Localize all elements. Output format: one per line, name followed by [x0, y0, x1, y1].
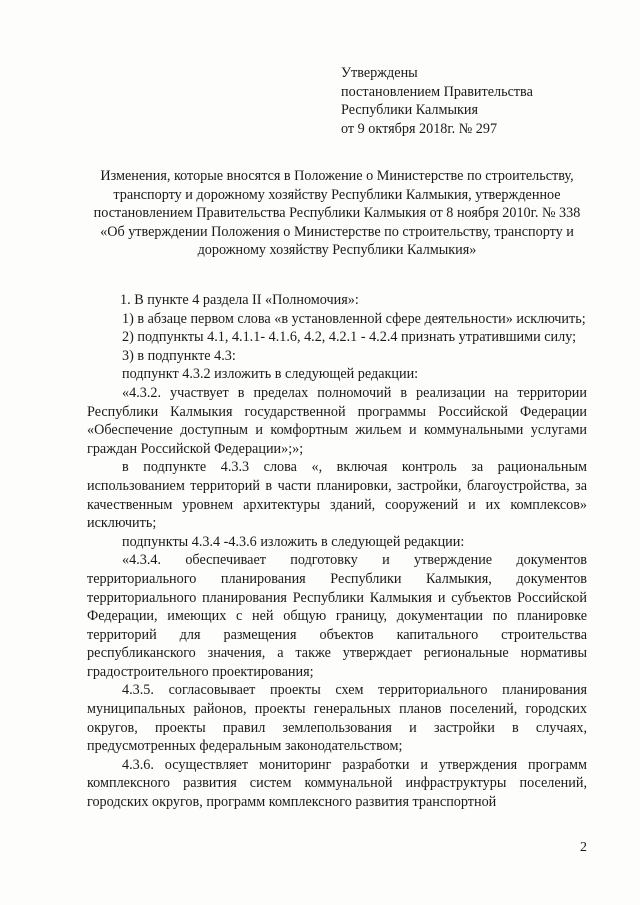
paragraph: «4.3.4. обеспечивает подготовку и утверждение документов территориального планирования Республики Калмыкия, документов территориального планирования Республики Калмыкия и субъектов Российской Федерации, имеющих с ней общую границу, документации по планировке территорий для размещения объектов капитального строительства республиканского значения, а также утверждает региональные нормативы градостроительного проектирования;: [87, 552, 587, 680]
paragraph: 2) подпункты 4.1, 4.1.1- 4.1.6, 4.2, 4.2.1 - 4.2.4 признать утратившими силу;: [122, 329, 577, 346]
paragraph: в подпункте 4.3.3 слова «, включая контроль за рациональным использованием территорий в части планировки, застройки, благоустройства, за качественным уровнем архитектуры зданий, сооружений и их комплексов» исключить;: [87, 459, 587, 532]
document-title: Изменения, которые вносятся в Положение о Министерстве по строительству, транспорту и дорожному хозяйству Республики Калмыкия, утвержденное постановлением Правительства Республики Калмыкия от 8 ноября 2010г. № 338 «Об утверждении Положения о Министерстве по строительству, транспорту и дорожному хозяйству Республики Калмыкия»: [93, 168, 581, 259]
approval-line: Республики Калмыкия: [341, 102, 479, 119]
approval-line: от 9 октября 2018г. № 297: [341, 120, 498, 137]
paragraph: 1) в абзаце первом слова «в установленной сфере деятельности» исключить;: [122, 310, 586, 327]
approval-stamp: [341, 64, 611, 138]
paragraph: подпункты 4.3.4 -4.3.6 изложить в следующей редакции:: [122, 533, 465, 550]
paragraph: 4.3.6. осуществляет мониторинг разработки и утверждения программ комплексного развития систем коммунальной инфраструктуры поселений, городских округов, программ комплексного развития транспортной: [87, 756, 587, 811]
paragraph: 1. В пункте 4 раздела II «Полномочия»:: [120, 292, 359, 308]
page-number: 2: [580, 840, 587, 855]
paragraph: 4.3.5. согласовывает проекты схем территориального планирования муниципальных районов, проекты генеральных планов поселений, городских округов, проекты правил землепользования и застройки в случаях, предусмотренных федеральным законодательством;: [87, 682, 587, 755]
document-body: [87, 291, 587, 812]
approval-line: Утверждены: [341, 65, 418, 81]
approval-line: постановлением Правительства: [341, 83, 533, 100]
paragraph: подпункт 4.3.2 изложить в следующей редакции:: [122, 366, 419, 383]
paragraph: «4.3.2. участвует в пределах полномочий в реализации на территории Республики Калмыкия государственной программы Российской Федерации «Обеспечение доступным и комфортным жильем и коммунальными услугами граждан Российской Федерации»;»;: [87, 384, 587, 457]
paragraph: 3) в подпункте 4.3:: [122, 347, 236, 364]
